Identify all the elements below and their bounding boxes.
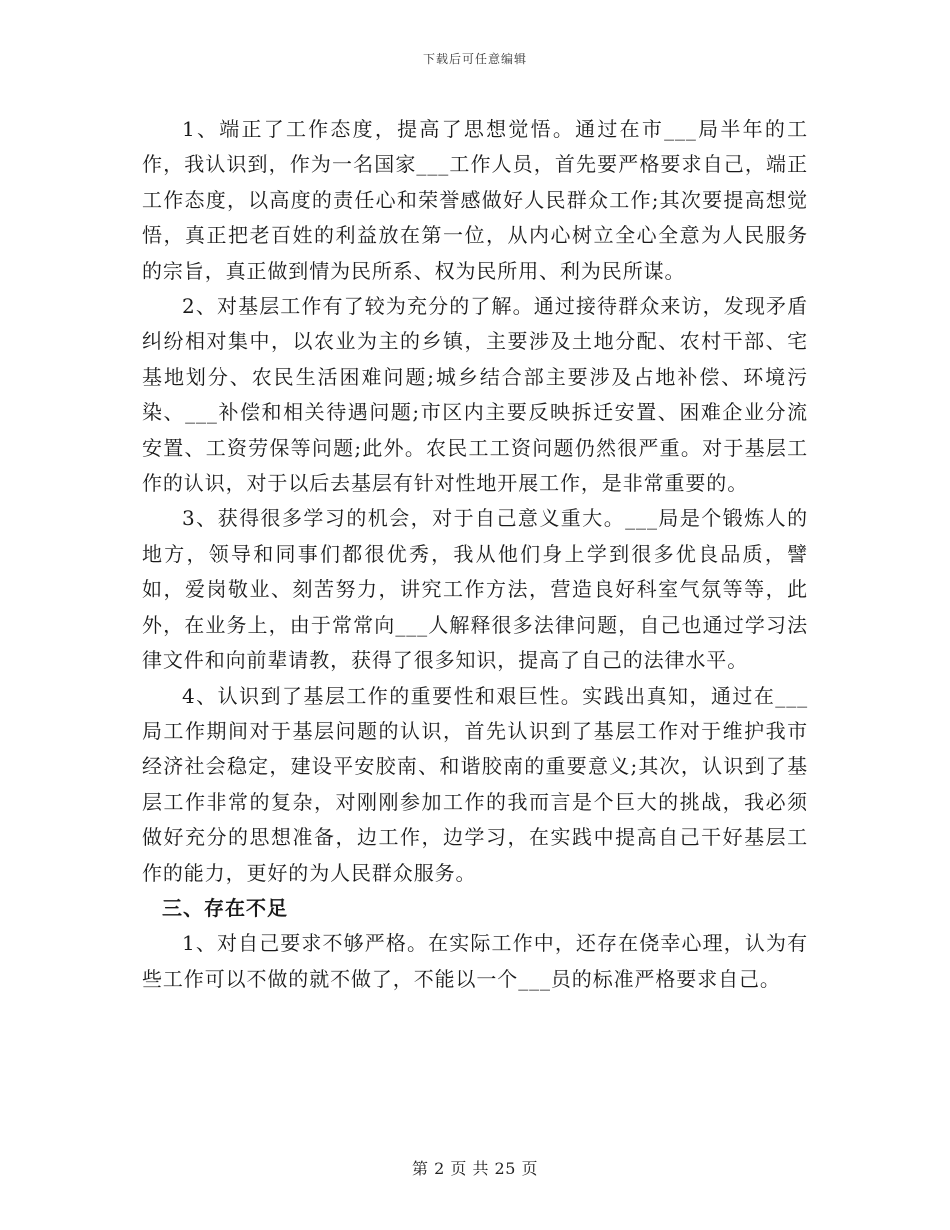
page-header: 下载后可任意编辑 [422,52,527,66]
paragraph-5: 1、对自己要求不够严格。在实际工作中，还存在侥幸心理，认为有些工作可以不做的就不做了，不能以一个___员的标准严格要求自己。 [142,931,808,991]
section-heading-shortcomings: 三、存在不足 [162,895,288,920]
paragraph-3: 3、获得很多学习的机会，对于自己意义重大。___局是个锻炼人的地方，领导和同事们都很优秀，我从他们身上学到很多优良品质，譬如，爱岗敬业、刻苦努力，讲究工作方法，营造良好科室气氛等等，此外，在业务上，由于常常向___人解释很多法律问题，自己也通过学习法律文件和向前辈请教，获得了很多知识，提高了自己的法律水平。 [142,506,808,673]
document-body [142,112,808,997]
paragraph-4: 4、认识到了基层工作的重要性和艰巨性。实践出真知，通过在___局工作期间对于基层问题的认识，首先认识到了基层工作对于维护我市经济社会稳定，建设平安胶南、和谐胶南的重要意义;其次，认识到了基层工作非常的复杂，对刚刚参加工作的我而言是个巨大的挑战，我必须做好充分的思想准备，边工作，边学习，在实践中提高自己干好基层工作的能力，更好的为人民群众服务。 [142,683,808,885]
paragraph-2: 2、对基层工作有了较为充分的了解。通过接待群众来访，发现矛盾纠纷相对集中，以农业为主的乡镇，主要涉及土地分配、农村干部、宅基地划分、农民生活困难问题;城乡结合部主要涉及占地补偿、环境污染、___补偿和相关待遇问题;市区内主要反映拆迁安置、困难企业分流安置、工资劳保等问题;此外。农民工工资问题仍然很严重。对于基层工作的认识，对于以后去基层有针对性地开展工作，是非常重要的。 [142,294,808,496]
paragraph-1: 1、端正了工作态度，提高了思想觉悟。通过在市___局半年的工作，我认识到，作为一名国家___工作人员，首先要严格要求自己，端正工作态度，以高度的责任心和荣誉感做好人民群众工作;其次要提高想觉悟，真正把老百姓的利益放在第一位，从内心树立全心全意为人民服务的宗旨，真正做到情为民所系、权为民所用、利为民所谋。 [142,117,808,283]
page-number: 第 2 页 共 25 页 [412,1159,538,1178]
